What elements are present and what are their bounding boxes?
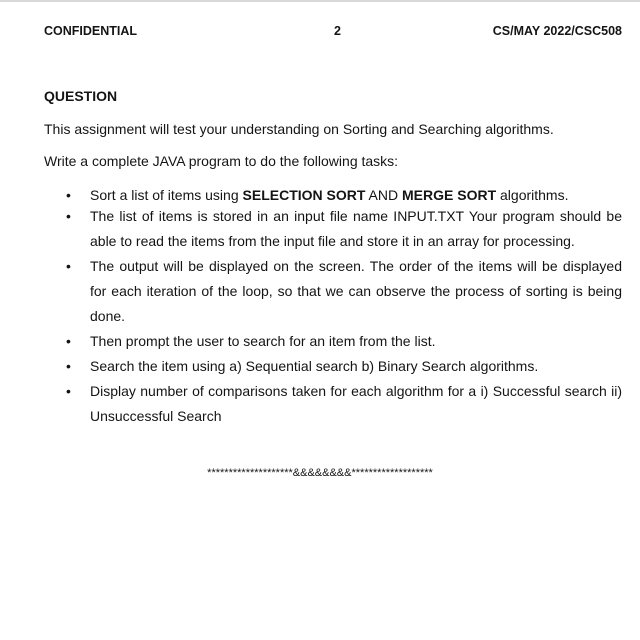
- list-item-text: Then prompt the user to search for an item from the list.: [90, 333, 436, 349]
- bullet-icon: •: [66, 333, 71, 349]
- list-item: [0, 254, 640, 329]
- list-item: [0, 379, 640, 429]
- intro-paragraph: This assignment will test your understanding on Sorting and Searching algorithms.: [44, 121, 554, 137]
- bullet-icon: •: [66, 208, 71, 224]
- top-border: [0, 0, 640, 2]
- bullet-icon: •: [66, 383, 71, 399]
- course-code: CS/MAY 2022/CSC508: [492, 24, 622, 38]
- list-item: [0, 329, 640, 354]
- list-item: [0, 354, 640, 379]
- section-title: QUESTION: [44, 88, 118, 104]
- task-list: [0, 186, 640, 429]
- page-header: [44, 24, 622, 40]
- list-item-text: Search the item using a) Sequential search b) Binary Search algorithms.: [90, 358, 539, 374]
- bullet-icon: •: [66, 187, 71, 203]
- list-item-text: Display number of comparisons taken for each algorithm for a i) Successful search ii) Unsuccessful Search: [90, 383, 622, 424]
- page-number: 2: [334, 24, 341, 38]
- footer-divider: ********************&&&&&&&&*******************: [207, 467, 433, 479]
- bullet-icon: •: [66, 358, 71, 374]
- instruction-paragraph: Write a complete JAVA program to do the following tasks:: [44, 153, 399, 169]
- list-item-text: The list of items is stored in an input file name INPUT.TXT Your program should be able to read the items from the input file and store it in an array for processing.: [90, 208, 622, 249]
- list-item-text: The output will be displayed on the screen. The order of the items will be displayed for each iteration of the loop, so that we can observe the process of sorting is being done.: [90, 258, 622, 324]
- confidential-label: CONFIDENTIAL: [44, 24, 138, 38]
- list-item: [0, 186, 640, 204]
- bullet-icon: •: [66, 258, 71, 274]
- list-item: [0, 204, 640, 254]
- list-item-text: Sort a list of items using SELECTION SORT AND MERGE SORT algorithms.: [90, 187, 569, 203]
